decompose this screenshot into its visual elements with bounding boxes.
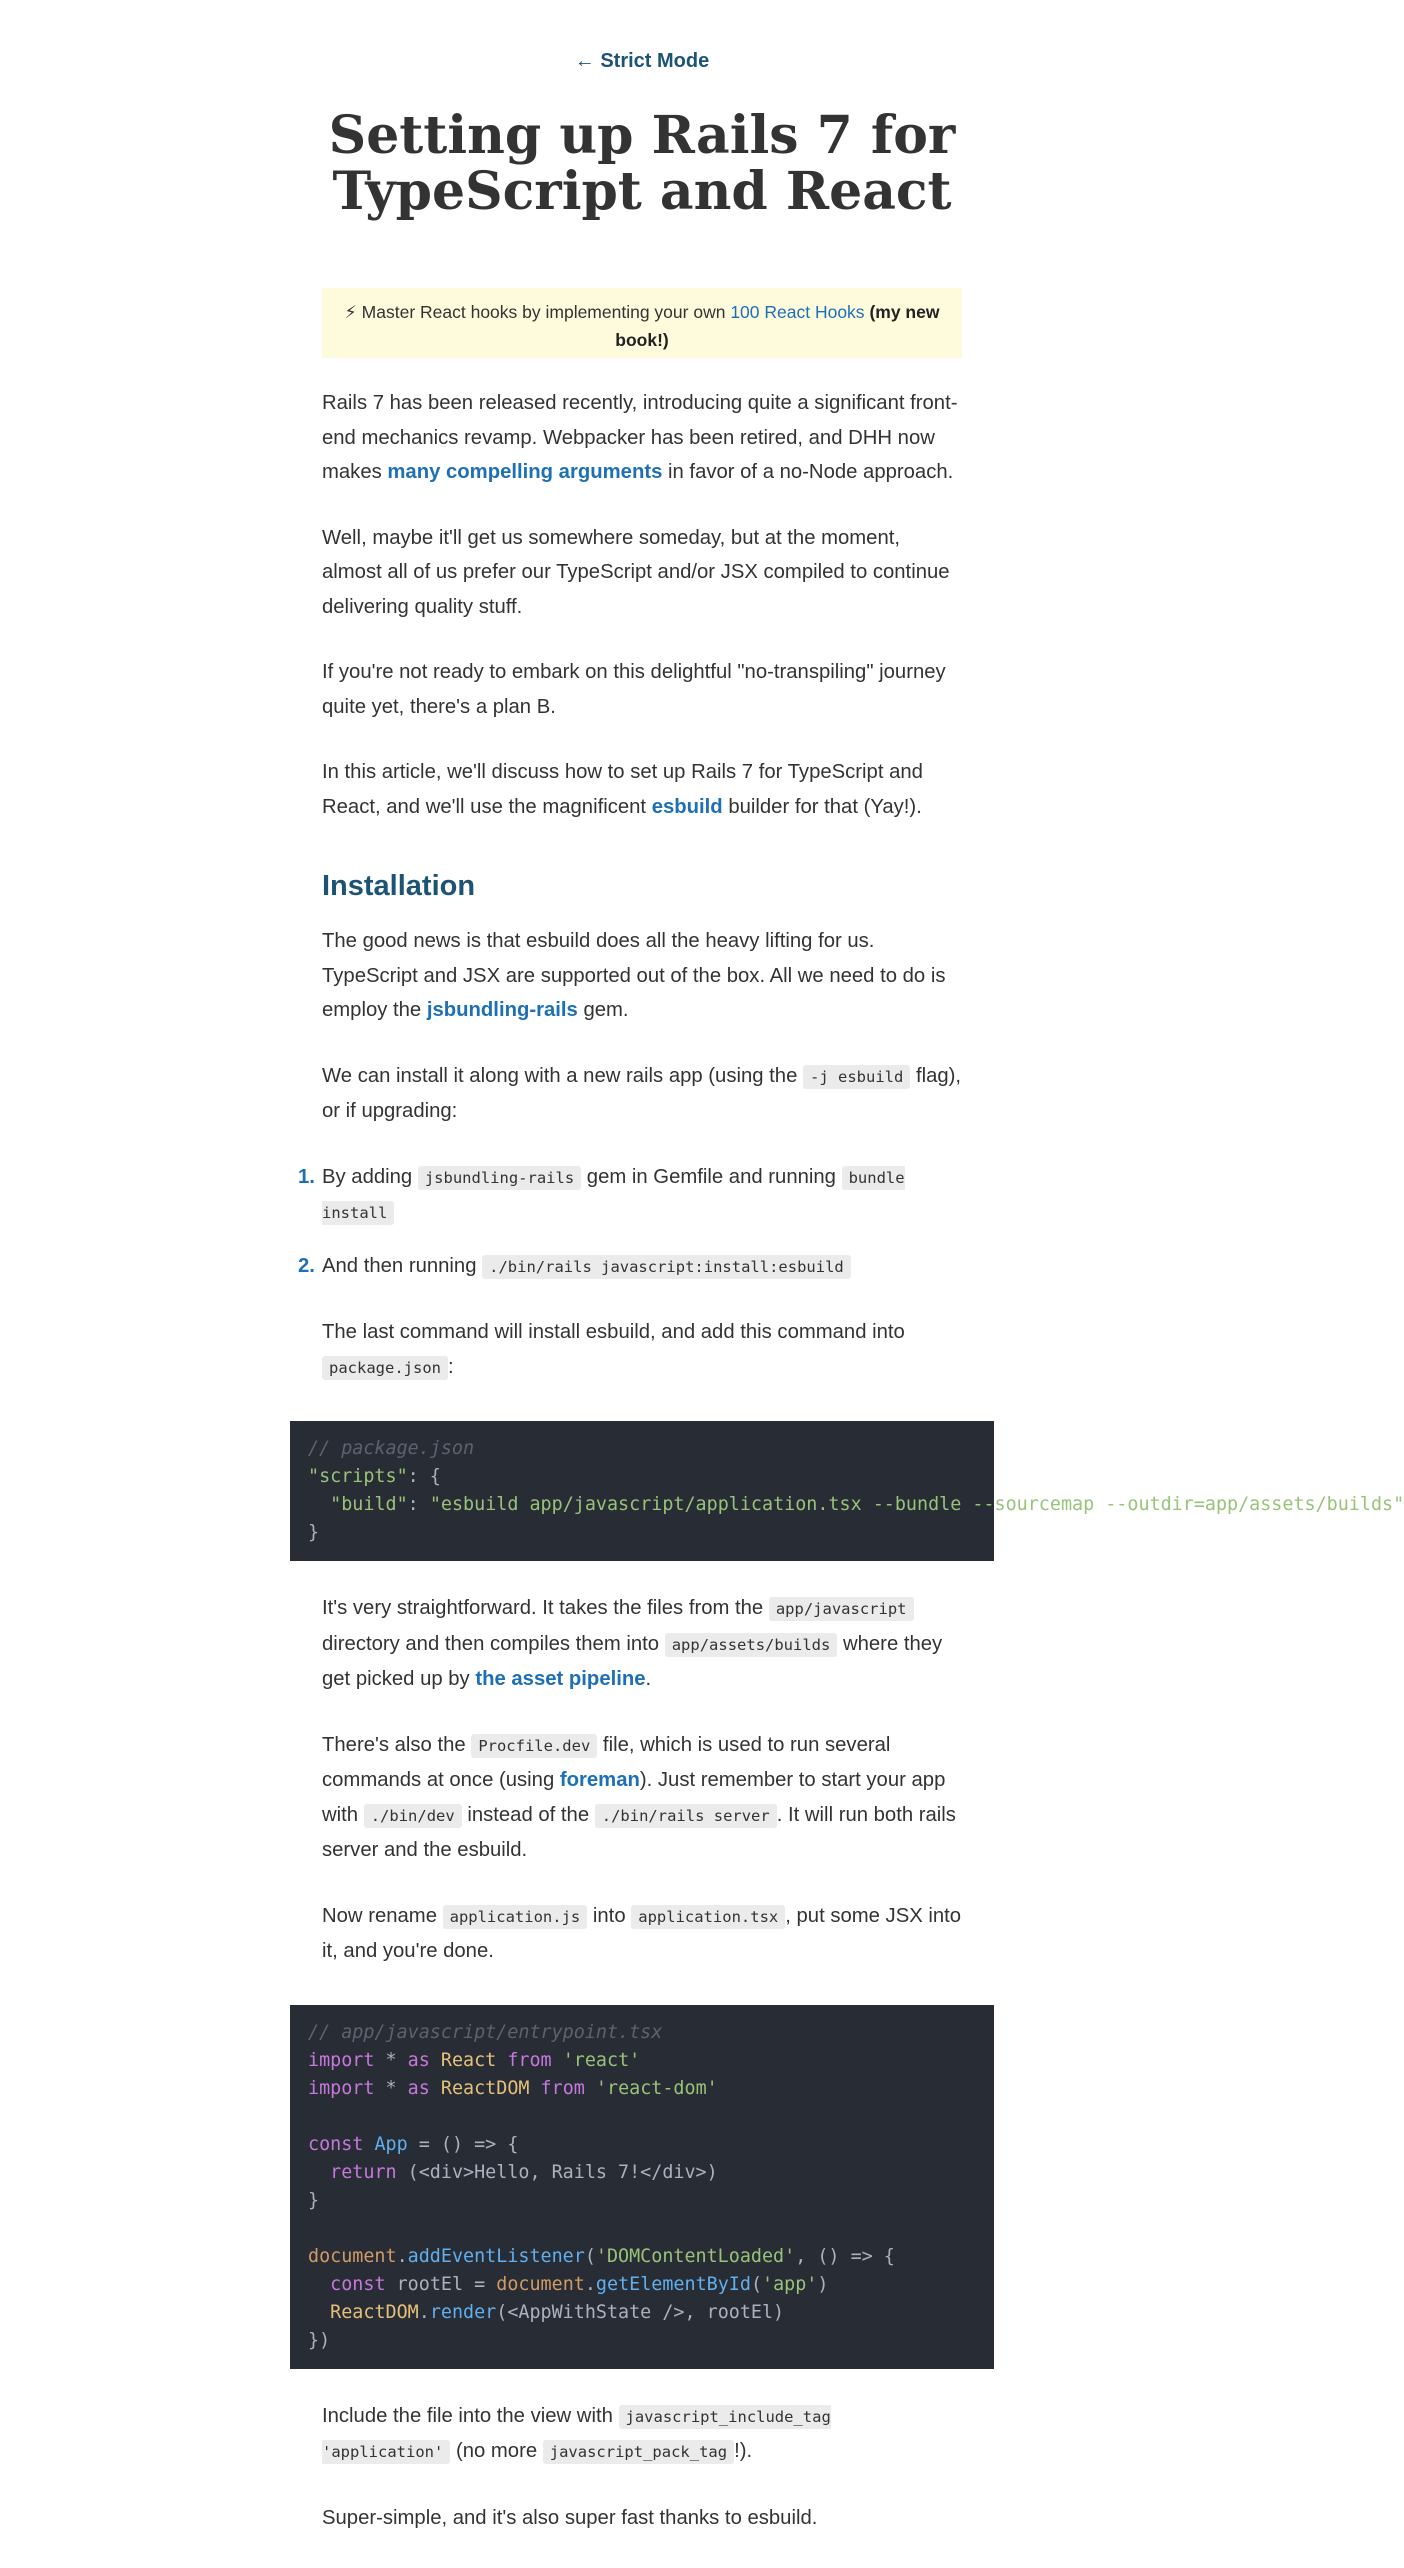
back-link-strict-mode[interactable]: ← Strict Mode	[574, 50, 710, 72]
inline-code: ./bin/rails server	[595, 1804, 777, 1828]
after-paragraph-3: Now rename application.js into application.tsx , put some JSX into it, and you're done.	[322, 1904, 962, 1962]
tail-paragraph-2: Super-simple, and it's also super fast thanks to esbuild.	[322, 2506, 818, 2529]
asset-pipeline-link[interactable]: the asset pipeline	[475, 1668, 646, 1690]
installation-heading: Installation	[322, 870, 476, 902]
promo-book-link[interactable]: 100 React Hooks	[730, 302, 865, 322]
after-paragraph-1: It's very straightforward. It takes the files from the app/javascript directory and then compiles them into app/assets/builds where they get picked up by the asset pipeline.	[322, 1597, 943, 1690]
list-item: 2. And then running ./bin/rails javascript:install:esbuild	[322, 1249, 962, 1285]
inline-code: javascript_pack_tag	[543, 2440, 734, 2464]
installation-paragraph-2: We can install it along with a new rails app (using the -j esbuild flag), or if upgrading:	[322, 1064, 962, 1122]
list-number: 1.	[298, 1165, 315, 1188]
install-steps-list	[298, 1160, 962, 1285]
inline-code: Procfile.dev	[471, 1734, 597, 1758]
jsbundling-rails-link[interactable]: jsbundling-rails	[426, 999, 578, 1021]
inline-code: javascript_include_tag 'application'	[322, 2405, 831, 2465]
inline-code: jsbundling-rails	[418, 1166, 581, 1190]
promo-text: ⚡ Master React hooks by implementing your own	[344, 302, 731, 322]
after-paragraph-2: There's also the Procfile.dev file, which is used to run several commands at once (using foreman). Just remember to start your app with ./bin/dev instead of the ./bin/rails server . It will run both rails server and the esbuild.	[322, 1733, 956, 1861]
intro-paragraph-4: In this article, we'll discuss how to set up Rails 7 for TypeScript and React, and we'll use the magnificent esbuild builder for that (Yay!).	[322, 761, 923, 818]
inline-code: app/javascript	[769, 1597, 914, 1621]
inline-code: application.tsx	[631, 1905, 785, 1929]
intro-paragraph-3: If you're not ready to embark on this delightful "no-transpiling" journey quite yet, there's a plan B.	[322, 661, 946, 718]
foreman-link[interactable]: foreman	[559, 1769, 640, 1791]
tail-paragraph-1: Include the file into the view with javascript_include_tag 'application' (no more javascript_pack_tag !).	[322, 2404, 831, 2462]
inline-code: package.json	[322, 1356, 448, 1380]
esbuild-link[interactable]: esbuild	[651, 795, 723, 818]
intro-paragraph-2: Well, maybe it'll get us somewhere someday, but at the moment, almost all of us prefer our TypeScript and/or JSX compiled to continue delivering quality stuff.	[322, 526, 950, 618]
promo-banner	[322, 288, 962, 358]
intro-paragraph-1: Rails 7 has been released recently, introducing quite a significant front-end mechanics revamp. Webpacker has been retired, and DHH now makes many compelling arguments in favor of a no-Node approach.	[322, 392, 958, 483]
code-block-entrypoint: // app/javascript/entrypoint.tsx import * as React from 'react' import * as ReactDOM from 'react-dom' const App = () => { return (<div>Hello, Rails 7!</div>) } document.addEventListener('DOMContentLoaded', () => { const rootEl = document.getElementById('app') ReactDOM.render(<AppWithState />, rootEl) })	[290, 2005, 994, 2369]
list-item: 1. By adding jsbundling-rails gem in Gemfile and running bundle install	[322, 1160, 962, 1231]
promo-suffix: (my new book!)	[615, 302, 940, 350]
article-body	[298, 386, 1404, 2535]
inline-code: ./bin/rails javascript:install:esbuild	[482, 1255, 851, 1279]
inline-code: application.js	[443, 1905, 588, 1929]
code-block-package-json: // package.json "scripts": { "build": "esbuild app/javascript/application.tsx --bundle --sourcemap --outdir=app/assets/builds" }	[290, 1421, 994, 1561]
inline-code: ./bin/dev	[364, 1804, 462, 1828]
installation-paragraph-3: The last command will install esbuild, and add this command into package.json :	[322, 1321, 905, 1378]
article-title: Setting up Rails 7 for TypeScript and React	[328, 105, 956, 222]
inline-code: -j esbuild	[803, 1065, 910, 1089]
inline-code: app/assets/builds	[665, 1633, 838, 1657]
list-number: 2.	[298, 1254, 315, 1277]
inline-code: bundle install	[322, 1166, 905, 1226]
compelling-arguments-link[interactable]: many compelling arguments	[387, 461, 663, 483]
installation-paragraph-1: The good news is that esbuild does all the heavy lifting for us. TypeScript and JSX are supported out of the box. All we need to do is employ the jsbundling-rails gem.	[322, 930, 946, 1021]
